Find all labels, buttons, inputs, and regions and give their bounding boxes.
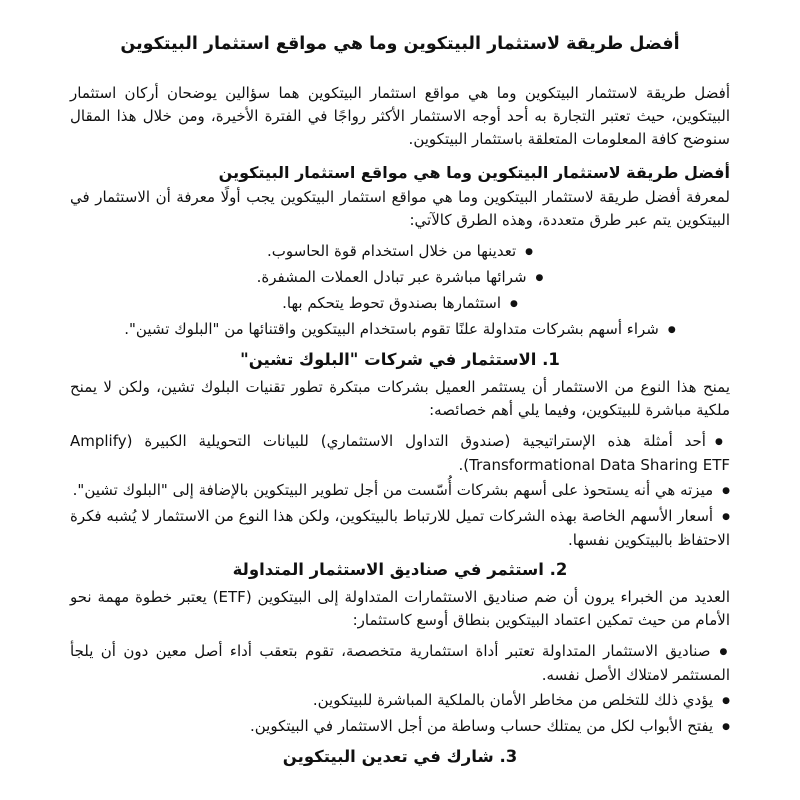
list-item: ● تعدينها من خلال استخدام قوة الحاسوب.	[70, 240, 730, 264]
list-item: ● استثمارها بصندوق تحوط يتحكم بها.	[70, 292, 730, 316]
article-title: أفضل طريقة لاستثمار البيتكوين وما هي مواقع استثمار البيتكوين	[120, 34, 680, 54]
section-intro-paragraph: لمعرفة أفضل طريقة لاستثمار البيتكوين وما هي مواقع استثمار البيتكوين يجب أولًا معرفة أن الاستثمار في البيتكوين يتم عبر طرق متعددة، وهذه الطرق كالآتي:	[70, 188, 730, 229]
section-1-paragraph: يمنح هذا النوع من الاستثمار أن يستثمر العميل بشركات مبتكرة تطور تقنيات البلوك تشين، ولكن لا يمنح ملكية مباشرة للبيتكوين، وفيما يلي أهم خصائصه:	[70, 378, 730, 419]
section-1-heading: 1. الاستثمار في شركات "البلوك تشين"	[240, 350, 560, 369]
investment-methods-list	[70, 240, 730, 342]
list-item: ● ميزته هي أنه يستحوذ على أسهم بشركات أُسّست من أجل تطوير البيتكوين بالإضافة إلى "البلوك تشين".	[70, 479, 730, 503]
section-2-paragraph: العديد من الخبراء يرون أن ضم صناديق الاستثمارات المتداولة إلى البيتكوين (ETF) يعتبر خطوة مهمة نحو الأمام من حيث تمكين اعتماد البيتكوين بنطاق أوسع كاستثمار:	[70, 588, 730, 629]
blockchain-companies-list	[70, 430, 730, 552]
list-item: ● شرائها مباشرة عبر تبادل العملات المشفرة.	[70, 266, 730, 290]
list-item: ● يؤدي ذلك للتخلص من مخاطر الأمان بالملكية المباشرة للبيتكوين.	[70, 689, 730, 713]
list-item: ● شراء أسهم بشركات متداولة علنًا تقوم باستخدام البيتكوين واقتنائها من "البلوك تشين".	[70, 318, 730, 342]
list-item: ● صناديق الاستثمار المتداولة تعتبر أداة استثمارية متخصصة، تقوم بتعقب أداء أصل معين دون أن يلجأ المستثمر لامتلاك الأصل نفسه.	[70, 640, 730, 687]
list-item: ● أسعار الأسهم الخاصة بهذه الشركات تميل للارتباط بالبيتكوين، ولكن هذا النوع من الاستثمار لا يُشبه فكرة الاحتفاظ بالبيتكوين نفسها.	[70, 505, 730, 552]
section-2-heading: 2. استثمر في صناديق الاستثمار المتداولة	[232, 560, 568, 579]
section-intro-heading: أفضل طريقة لاستثمار البيتكوين وما هي مواقع استثمار البيتكوين	[218, 163, 730, 182]
intro-paragraph: أفضل طريقة لاستثمار البيتكوين وما هي مواقع استثمار البيتكوين هما سؤالين يوضحان أركان استثمار البيتكوين، حيث تعتبر التجارة به أحد أوجه الاستثمار الأكثر رواجًا في الفترة الأخيرة، ومن خلال هذا المقال سنوضح كافة المعلومات المتعلقة باستثمار البيتكوين.	[70, 84, 730, 148]
etf-points-list	[70, 640, 730, 739]
list-item: ● يفتح الأبواب لكل من يمتلك حساب وساطة من أجل الاستثمار في البيتكوين.	[70, 715, 730, 739]
list-item: ● أحد أمثلة هذه الإستراتيجية (صندوق التداول الاستثماري) للبيانات التحويلية الكبيرة (Amplify Transformational Data Sharing ETF).	[70, 430, 730, 477]
article	[70, 0, 730, 769]
section-3-heading: 3. شارك في تعدين البيتكوين	[282, 747, 518, 766]
